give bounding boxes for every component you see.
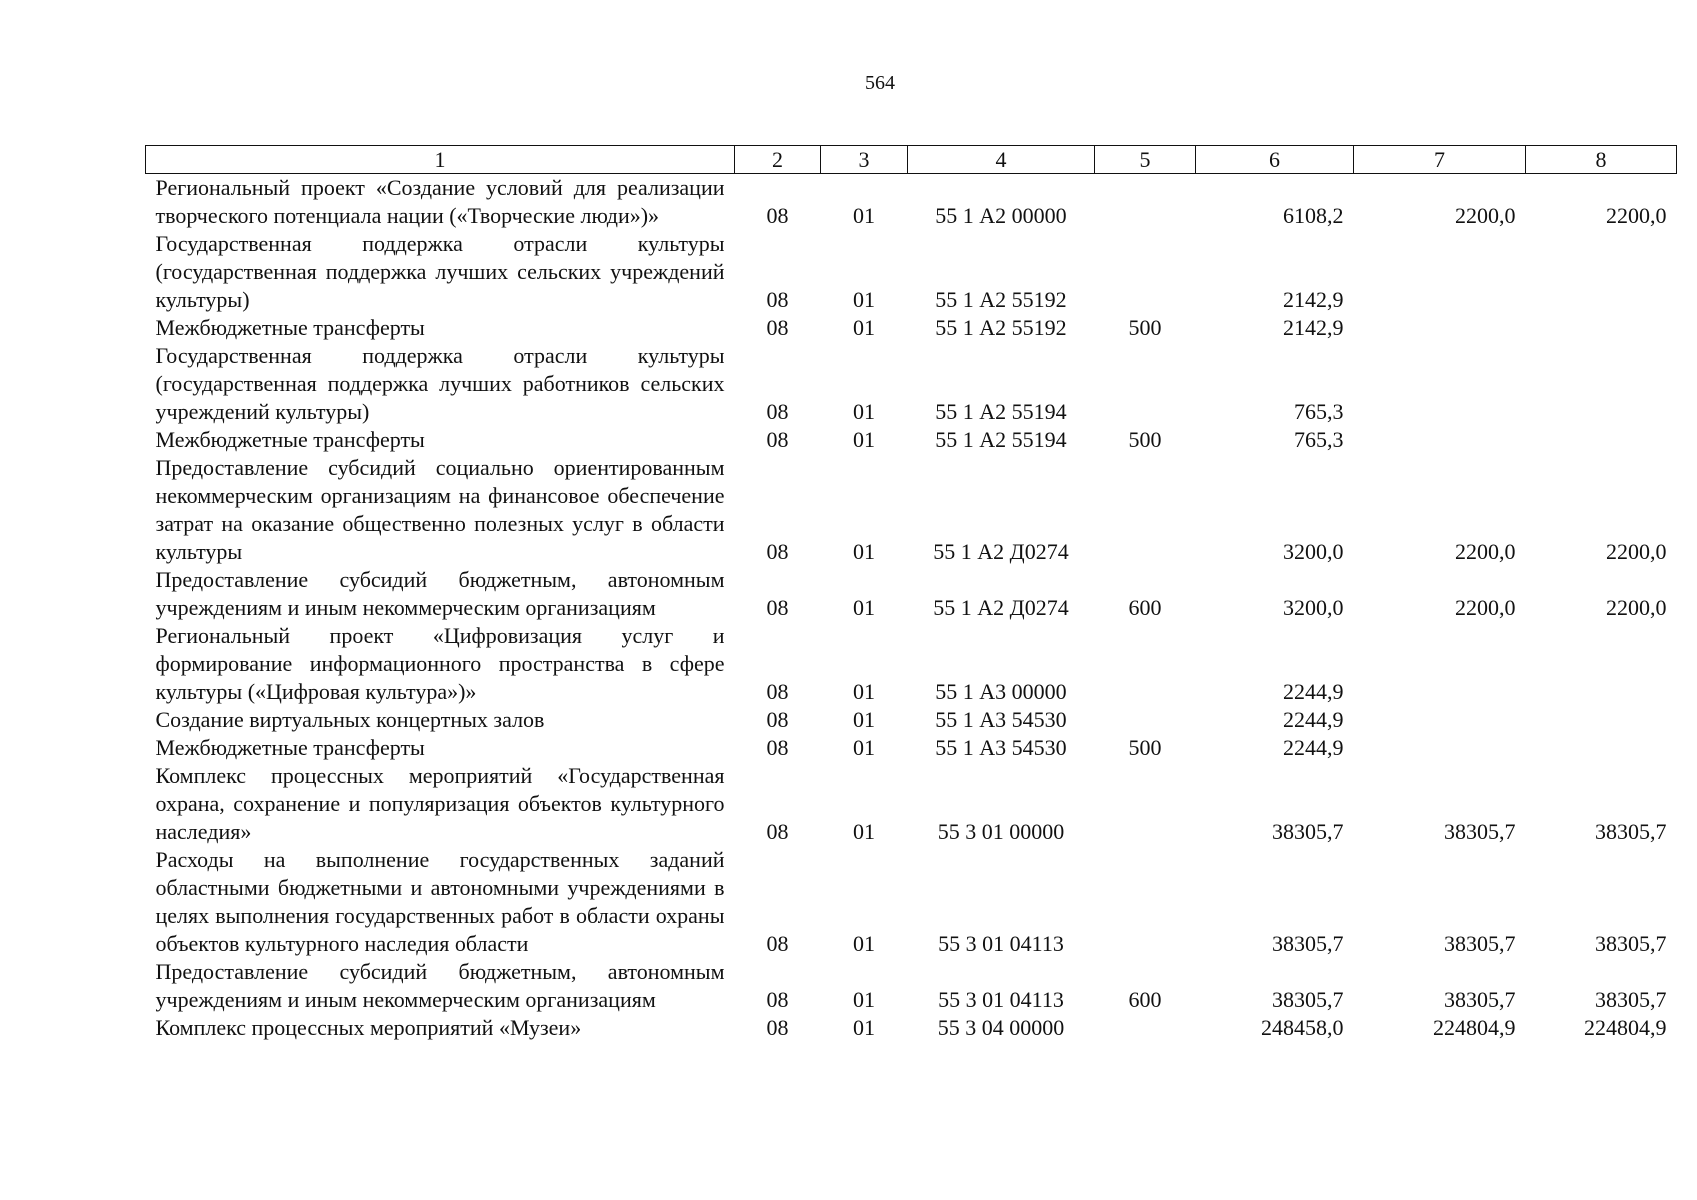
subsection-code: 01 [853, 707, 875, 732]
expense-type-code [1095, 622, 1196, 706]
amount-year-1: 2142,9 [1283, 315, 1344, 340]
amount-year-1: 3200,0 [1283, 595, 1344, 620]
target-article-code: 55 1 А2 55194 [935, 427, 1067, 452]
amount-year-1: 3200,0 [1283, 539, 1344, 564]
amount-year-1: 248458,0 [1261, 1015, 1344, 1040]
amount-year-1: 2142,9 [1283, 287, 1344, 312]
subsection-code: 01 [853, 399, 875, 424]
item-name: Государственная поддержка отрасли культуры (государственная поддержка лучших сельских учреждений культуры) [155, 231, 725, 312]
table-row [146, 706, 1677, 734]
subsection-code: 01 [853, 931, 875, 956]
amount-year-1: 2244,9 [1283, 707, 1344, 732]
subsection-code: 01 [853, 595, 875, 620]
item-name: Региональный проект «Создание условий для реализации творческого потенциала нации («Творческие люди»)» [155, 175, 725, 228]
expense-type-code: 600 [1128, 595, 1162, 620]
subsection-code: 01 [853, 203, 875, 228]
amount-year-1: 38305,7 [1272, 931, 1344, 956]
expense-type-code [1095, 342, 1196, 426]
amount-year-2: 38305,7 [1444, 819, 1516, 844]
section-code: 08 [766, 595, 789, 620]
table-row [146, 622, 1677, 706]
amount-year-3 [1526, 706, 1677, 734]
section-code: 08 [766, 707, 789, 732]
target-article-code: 55 1 А2 55194 [935, 399, 1067, 424]
section-code: 08 [766, 287, 789, 312]
table-row [146, 174, 1677, 231]
table-row [146, 454, 1677, 566]
amount-year-2 [1354, 706, 1526, 734]
amount-year-3 [1526, 734, 1677, 762]
expense-type-code [1095, 706, 1196, 734]
subsection-code: 01 [853, 427, 875, 452]
subsection-code: 01 [853, 735, 875, 760]
target-article-code: 55 1 А3 54530 [935, 707, 1067, 732]
section-code: 08 [766, 987, 789, 1012]
amount-year-3: 224804,9 [1584, 1015, 1667, 1040]
amount-year-3: 38305,7 [1595, 819, 1667, 844]
col-header-3: 3 [821, 146, 908, 174]
amount-year-2 [1354, 342, 1526, 426]
expense-type-code: 600 [1128, 987, 1162, 1012]
expense-type-code: 500 [1128, 735, 1162, 760]
item-name: Комплекс процессных мероприятий «Государственная охрана, сохранение и популяризация объектов культурного наследия» [155, 763, 725, 844]
section-code: 08 [766, 931, 789, 956]
amount-year-2: 2200,0 [1455, 539, 1516, 564]
amount-year-1: 38305,7 [1272, 987, 1344, 1012]
target-article-code: 55 1 А2 Д0274 [933, 595, 1069, 620]
amount-year-1: 6108,2 [1283, 203, 1344, 228]
table-row [146, 762, 1677, 846]
col-header-1: 1 [146, 146, 735, 174]
amount-year-2: 224804,9 [1433, 1015, 1516, 1040]
amount-year-2: 2200,0 [1455, 203, 1516, 228]
table-row [146, 734, 1677, 762]
item-name: Предоставление субсидий бюджетным, автономным учреждениям и иным некоммерческим организациям [155, 567, 725, 620]
item-name: Государственная поддержка отрасли культуры (государственная поддержка лучших работников сельских учреждений культуры) [155, 343, 725, 424]
section-code: 08 [766, 819, 789, 844]
amount-year-2 [1354, 426, 1526, 454]
col-header-6: 6 [1196, 146, 1354, 174]
section-code: 08 [766, 315, 789, 340]
target-article-code: 55 3 01 00000 [937, 819, 1065, 844]
amount-year-2 [1354, 230, 1526, 314]
col-header-8: 8 [1526, 146, 1677, 174]
amount-year-1: 38305,7 [1272, 819, 1344, 844]
amount-year-3 [1526, 314, 1677, 342]
subsection-code: 01 [853, 987, 875, 1012]
budget-table [145, 145, 1677, 1042]
amount-year-1: 2244,9 [1283, 735, 1344, 760]
amount-year-3 [1526, 230, 1677, 314]
amount-year-3: 38305,7 [1595, 987, 1667, 1012]
subsection-code: 01 [853, 679, 875, 704]
col-header-4: 4 [908, 146, 1095, 174]
table-row [146, 230, 1677, 314]
section-code: 08 [766, 399, 789, 424]
amount-year-2 [1354, 734, 1526, 762]
expense-type-code [1095, 454, 1196, 566]
target-article-code: 55 1 А2 Д0274 [933, 539, 1069, 564]
section-code: 08 [766, 203, 789, 228]
item-name: Предоставление субсидий социально ориентированным некоммерческим организациям на финансовое обеспечение затрат на оказание общественно полезных услуг в области культуры [155, 455, 725, 564]
item-name: Межбюджетные трансферты [155, 427, 425, 452]
subsection-code: 01 [853, 539, 875, 564]
amount-year-2: 2200,0 [1455, 595, 1516, 620]
expense-type-code [1095, 230, 1196, 314]
expense-type-code: 500 [1128, 315, 1162, 340]
table-row [146, 566, 1677, 622]
expense-type-code: 500 [1128, 427, 1162, 452]
amount-year-2 [1354, 314, 1526, 342]
section-code: 08 [766, 679, 789, 704]
item-name: Комплекс процессных мероприятий «Музеи» [155, 1015, 582, 1040]
subsection-code: 01 [853, 287, 875, 312]
item-name: Создание виртуальных концертных залов [155, 707, 545, 732]
item-name: Расходы на выполнение государственных заданий областными бюджетными и автономными учреждениями в целях выполнения государственных работ в области охраны объектов культурного наследия области [155, 847, 725, 956]
section-code: 08 [766, 1015, 789, 1040]
table-body [146, 174, 1677, 1043]
expense-type-code [1095, 762, 1196, 846]
amount-year-2 [1354, 622, 1526, 706]
amount-year-3 [1526, 622, 1677, 706]
amount-year-3: 2200,0 [1606, 539, 1667, 564]
table-row [146, 342, 1677, 426]
table-row [146, 426, 1677, 454]
subsection-code: 01 [853, 315, 875, 340]
expense-type-code [1095, 1014, 1196, 1042]
section-code: 08 [766, 539, 789, 564]
table-row [146, 314, 1677, 342]
item-name: Межбюджетные трансферты [155, 315, 425, 340]
amount-year-3 [1526, 342, 1677, 426]
target-article-code: 55 1 А2 55192 [935, 315, 1067, 340]
target-article-code: 55 3 01 04113 [938, 987, 1064, 1012]
col-header-2: 2 [735, 146, 821, 174]
amount-year-1: 765,3 [1294, 427, 1344, 452]
col-header-7: 7 [1354, 146, 1526, 174]
item-name: Региональный проект «Цифровизация услуг и формирование информационного пространства в сфере культуры («Цифровая культура»)» [155, 623, 725, 704]
expense-type-code [1095, 174, 1196, 231]
section-code: 08 [766, 427, 789, 452]
amount-year-1: 2244,9 [1283, 679, 1344, 704]
amount-year-2: 38305,7 [1444, 987, 1516, 1012]
target-article-code: 55 3 04 00000 [937, 1015, 1065, 1040]
table-row [146, 1014, 1677, 1042]
col-header-5: 5 [1095, 146, 1196, 174]
target-article-code: 55 3 01 04113 [938, 931, 1064, 956]
page-number: 564 [865, 72, 895, 94]
target-article-code: 55 1 А3 54530 [935, 735, 1067, 760]
table-row [146, 958, 1677, 1014]
target-article-code: 55 1 А3 00000 [935, 679, 1067, 704]
item-name: Предоставление субсидий бюджетным, автономным учреждениям и иным некоммерческим организациям [155, 959, 725, 1012]
target-article-code: 55 1 А2 00000 [935, 203, 1067, 228]
amount-year-2: 38305,7 [1444, 931, 1516, 956]
header-row [146, 146, 1677, 174]
item-name: Межбюджетные трансферты [155, 735, 425, 760]
subsection-code: 01 [853, 1015, 875, 1040]
amount-year-3: 38305,7 [1595, 931, 1667, 956]
expense-type-code [1095, 846, 1196, 958]
amount-year-1: 765,3 [1294, 399, 1344, 424]
target-article-code: 55 1 А2 55192 [935, 287, 1067, 312]
amount-year-3: 2200,0 [1606, 595, 1667, 620]
amount-year-3 [1526, 426, 1677, 454]
section-code: 08 [766, 735, 789, 760]
subsection-code: 01 [853, 819, 875, 844]
table-row [146, 846, 1677, 958]
amount-year-3: 2200,0 [1606, 203, 1667, 228]
